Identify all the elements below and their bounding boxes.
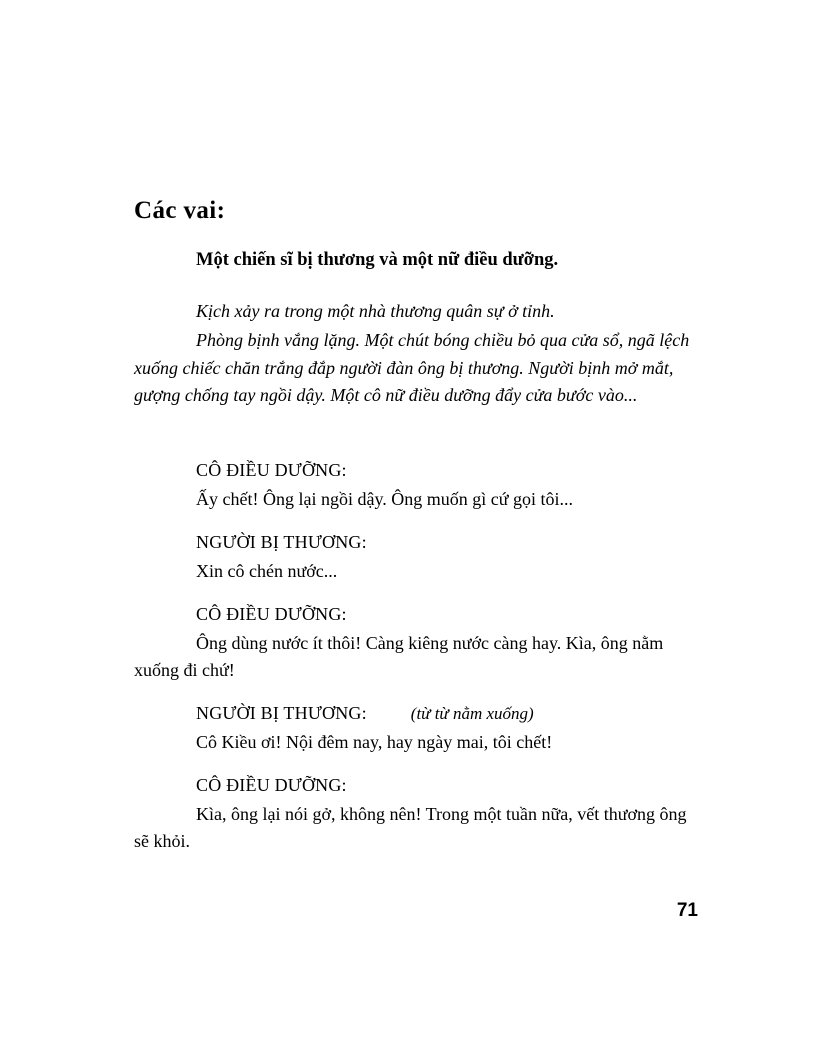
page-number: 71 [676, 900, 698, 921]
page-content [134, 196, 694, 871]
stage-direction-line: Kịch xảy ra trong một nhà thương quân sự ở tỉnh. [196, 301, 555, 322]
dialogue-entry [134, 529, 694, 585]
speaker-name: CÔ ĐIỀU DƯỠNG: [196, 460, 347, 481]
speaker-name: CÔ ĐIỀU DƯỠNG: [196, 775, 347, 796]
speaker-name: NGƯỜI BỊ THƯƠNG: [196, 532, 367, 553]
speaker-label: NGƯỜI BỊ THƯƠNG: [196, 703, 367, 724]
stage-direction-line: Phòng bịnh vắng lặng. Một chút bóng chiều bỏ qua cửa sổ, ngã lệch xuống chiếc chăn trắng đắp người đàn ông bị thương. Người bịnh mở mắt, gượng chống tay ngồi dậy. Một cô nữ điều dưỡng đẩy cửa bước vào... [134, 330, 690, 406]
speaker-name [134, 700, 694, 727]
stage-directions [134, 298, 694, 409]
speech-line: Ông dùng nước ít thôi! Càng kiêng nước càng hay. Kìa, ông nằm xuống đi chứ! [134, 633, 664, 681]
speech-line: Kìa, ông lại nói gở, không nên! Trong một tuần nữa, vết thương ông sẽ khỏi. [134, 804, 687, 852]
dialogue-list [134, 457, 694, 855]
speech-line: Cô Kiều ơi! Nội đêm nay, hay ngày mai, tôi chết! [196, 732, 553, 753]
dialogue-entry [134, 601, 694, 684]
roles-heading: Các vai: [134, 197, 226, 224]
dialogue-entry [134, 772, 694, 855]
dialogue-entry [134, 700, 694, 756]
cast-list: Một chiến sĩ bị thương và một nữ điều dưỡng. [196, 250, 559, 270]
speech-line: Ấy chết! Ông lại ngồi dậy. Ông muốn gì cứ gọi tôi... [196, 489, 574, 510]
speech-line: Xin cô chén nước... [196, 561, 338, 582]
stage-direction-inline: (từ từ nằm xuống) [410, 704, 534, 724]
dialogue-entry [134, 457, 694, 513]
speaker-name: CÔ ĐIỀU DƯỠNG: [196, 604, 347, 625]
